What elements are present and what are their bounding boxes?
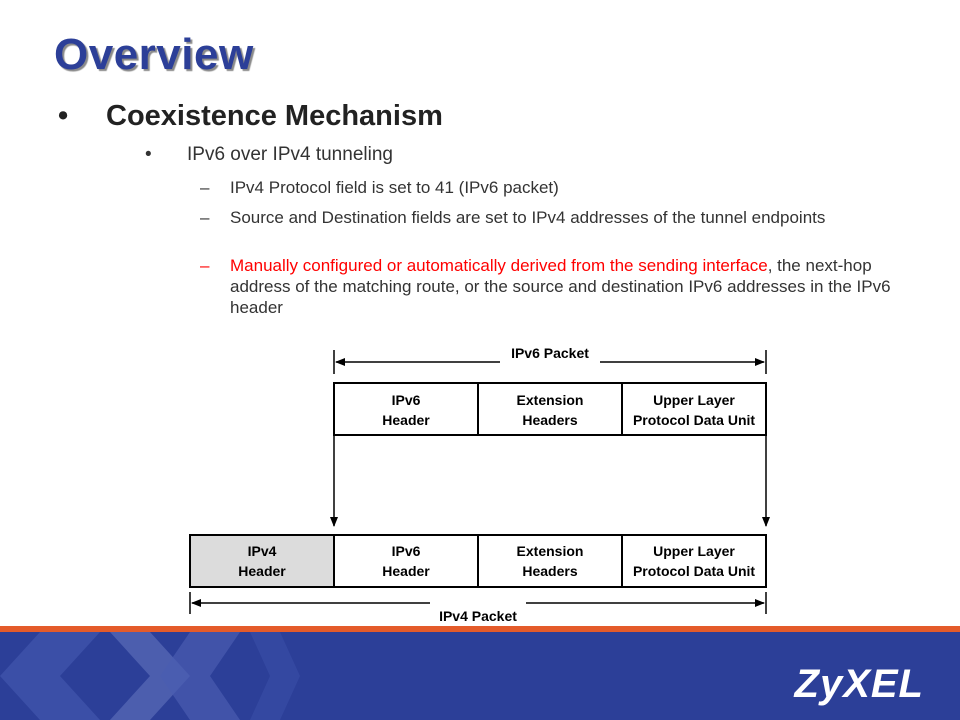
- sub-bullet-text: IPv4 Protocol field is set to 41 (IPv6 packet): [230, 178, 559, 197]
- top-extension-headers-line2: Headers: [522, 412, 578, 428]
- bottom-ipv4-header-line1: IPv4: [247, 543, 277, 559]
- footer-pattern: [0, 632, 320, 720]
- dash-marker: –: [200, 208, 210, 227]
- top-upper-layer-line2: Protocol Data Unit: [632, 412, 756, 428]
- bullet-text: IPv6 over IPv4 tunneling: [187, 144, 393, 165]
- ipv6-packet-label: IPv6 Packet: [511, 345, 589, 361]
- top-ipv6-header-line2: Header: [382, 412, 430, 428]
- bottom-upper-layer-line1: Upper Layer: [653, 543, 735, 559]
- dash-marker: –: [200, 178, 210, 197]
- bottom-extension-headers-line2: Headers: [522, 563, 578, 579]
- bullet-text: Coexistence Mechanism: [106, 100, 443, 132]
- bottom-upper-layer-line2: Protocol Data Unit: [632, 563, 756, 579]
- bottom-ipv6-header-line1: IPv6: [391, 543, 421, 559]
- zyxel-logo: ZyXEL: [794, 662, 924, 706]
- bottom-ipv6-header-line2: Header: [382, 563, 430, 579]
- sub-bullet-text: Source and Destination fields are set to IPv4 addresses of the tunnel endpoints: [230, 208, 826, 227]
- top-extension-headers-line1: Extension: [516, 392, 584, 408]
- sub-bullet-rest-text: , the next-hop address of the matching route, or the source and destination IPv6 addresses in the IPv6 header: [230, 256, 891, 317]
- footer-bar: [0, 626, 960, 720]
- bottom-ipv4-header-line2: Header: [238, 563, 286, 579]
- bullet-marker: •: [58, 100, 69, 132]
- bottom-extension-headers-line1: Extension: [516, 543, 584, 559]
- sub-bullet-red-text: Manually configured or automatically derived from the sending interface: [230, 256, 768, 275]
- top-upper-layer-line1: Upper Layer: [653, 392, 735, 408]
- slide-title: Overview: [54, 30, 254, 79]
- bullet-marker: •: [145, 144, 152, 165]
- dash-marker: –: [200, 256, 210, 275]
- top-ipv6-header-line1: IPv6: [391, 392, 421, 408]
- ipv4-packet-label: IPv4 Packet: [439, 608, 517, 624]
